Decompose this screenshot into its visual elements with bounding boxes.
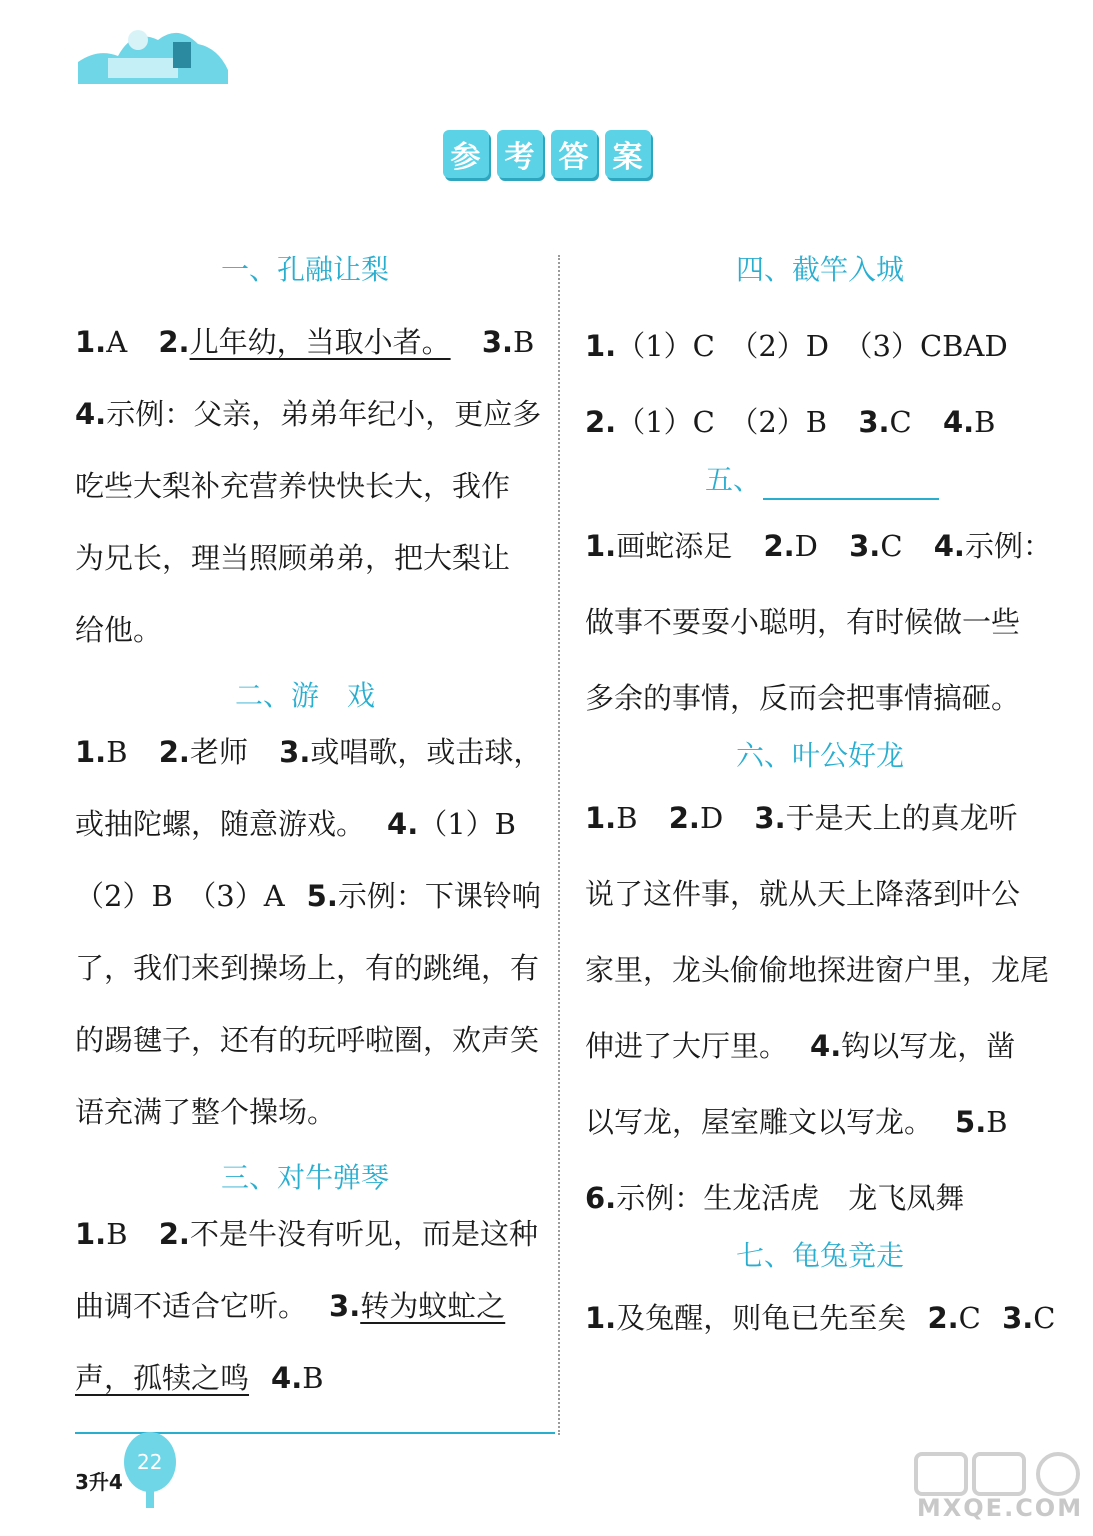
- answer-line: 1.B 2.D 3.于是天上的真龙听: [585, 801, 1018, 835]
- answer-line: 为兄长，理当照顾弟弟，把大梨让: [75, 541, 511, 575]
- left-column: [75, 250, 543, 1414]
- section-title-1: 一、孔融让梨: [220, 253, 389, 286]
- answer-line: 1.（1）C （2）D （3）CBAD: [585, 329, 1008, 363]
- answer-line: 2.（1）C （2）B 3.C 4.B: [585, 405, 996, 439]
- corner-illustration: [78, 18, 228, 84]
- answer-line: 6.示例：生龙活虎 龙飞凤舞: [585, 1181, 965, 1215]
- grade-label: 3升4: [75, 1470, 123, 1494]
- answer-line: 语充满了整个操场。: [75, 1095, 337, 1129]
- page-title: [0, 130, 1093, 178]
- section-title-4: 四、截竿入城: [735, 253, 904, 286]
- answer-line: 伸进了大厅里。 4.钩以写龙，凿: [585, 1029, 1016, 1063]
- title-char: 参: [443, 130, 489, 178]
- answer-line: 4.示例：父亲，弟弟年纪小，更应多: [75, 397, 542, 431]
- answer-line: 1.B 2.不是牛没有听见，而是这种: [75, 1217, 538, 1251]
- page-footer: [75, 1430, 195, 1510]
- section-title-5: 五、: [585, 460, 1055, 500]
- column-divider: [558, 255, 560, 1435]
- section-title-2: 二、游 戏: [234, 679, 375, 712]
- answer-line: 家里，龙头偷偷地探进窗户里，龙尾: [585, 953, 1050, 987]
- answer-line: 的踢毽子，还有的玩呼啦圈，欢声笑: [75, 1023, 540, 1057]
- answer-line: 了，我们来到操场上，有的跳绳，有: [75, 951, 540, 985]
- answer-line: 或抽陀螺，随意游戏。 4.（1）B: [75, 807, 516, 841]
- title-blank: [763, 472, 939, 500]
- answer-line: 给他。: [75, 613, 163, 647]
- answer-line: 以写龙，屋室雕文以写龙。 5.B: [585, 1105, 1008, 1139]
- answer-line: 1.A 2.儿年幼，当取小者。 3.B: [75, 325, 535, 359]
- answer-line: 多余的事情，反而会把事情搞砸。: [585, 681, 1021, 715]
- answer-line: 1.及兔醒，则龟已先至矣 2.C 3.C: [585, 1301, 1056, 1335]
- section-title-3: 三、对牛弹琴: [220, 1161, 389, 1194]
- section-title-7: 七、龟兔竞走: [735, 1239, 904, 1272]
- answer-line: （2）B （3）A 5.示例：下课铃响: [75, 879, 541, 913]
- answer-line: 声，孤犊之鸣 4.B: [75, 1361, 324, 1395]
- answer-line: 做事不要耍小聪明，有时候做一些: [585, 605, 1021, 639]
- title-char: 考: [497, 130, 543, 178]
- right-column: [585, 250, 1055, 1356]
- section-title-6: 六、叶公好龙: [735, 739, 904, 772]
- answer-line: 1.画蛇添足 2.D 3.C 4.示例：: [585, 529, 1052, 563]
- watermark: [912, 1450, 1088, 1530]
- title-char: 案: [605, 130, 651, 178]
- watermark-logo: [912, 1450, 1088, 1496]
- page-number: 22: [137, 1450, 163, 1474]
- answer-line: 曲调不适合它听。 3.转为蚊虻之: [75, 1289, 506, 1323]
- answer-line: 说了这件事，就从天上降落到叶公: [585, 877, 1021, 911]
- answer-line: 吃些大梨补充营养快快长大，我作: [75, 469, 511, 503]
- title-char: 答: [551, 130, 597, 178]
- watermark-text: MXQE.COM: [916, 1494, 1084, 1522]
- answer-line: 1.B 2.老师 3.或唱歌，或击球，: [75, 735, 543, 769]
